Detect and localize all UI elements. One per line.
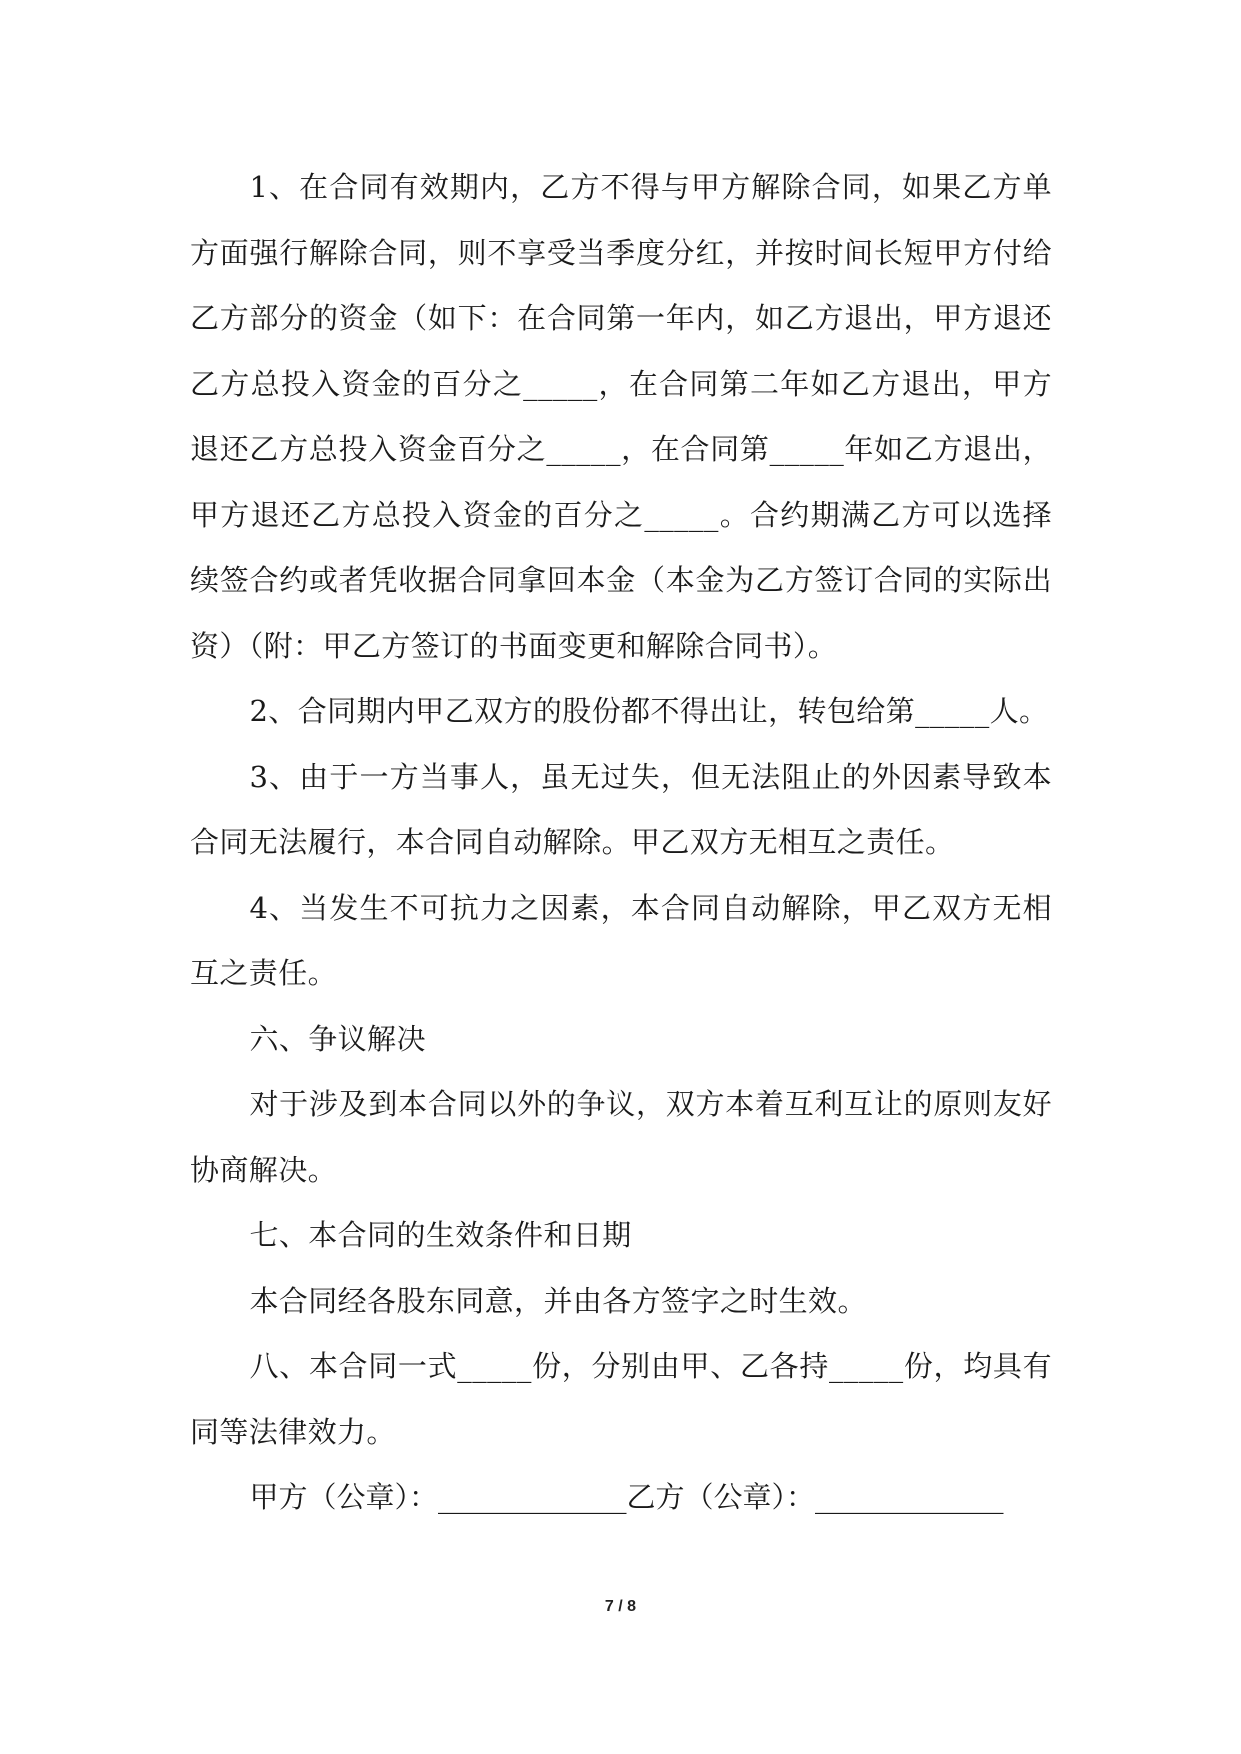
section-8-paragraph: 八、本合同一式_____份，分别由甲、乙各持_____份，均具有同等法律效力。	[190, 1349, 1052, 1449]
section-6-paragraph: 对于涉及到本合同以外的争议，双方本着互利互让的原则友好协商解决。	[190, 1087, 1052, 1187]
clause-1-paragraph: 1、在合同有效期内，乙方不得与甲方解除合同，如果乙方单方面强行解除合同，则不享受当季度分红，并按时间长短甲方付给乙方部分的资金（如下：在合同第一年内，如乙方退出，甲方退还乙方总投入资金的百分之_____，在合同第二年如乙方退出，甲方退还乙方总投入资金百分之_____，在合同第_____年如乙方退出，甲方退还乙方总投入资金的百分之_____。合约期满乙方可以选择续签合约或者凭收据合同拿回本金（本金为乙方签订合同的实际出资）（附：甲乙方签订的书面变更和解除合同书）。	[190, 170, 1052, 663]
signature-line: 甲方（公章）：_____________乙方（公章）：_____________	[249, 1480, 1004, 1514]
page-number: 7 / 8	[604, 1598, 637, 1615]
clause-2-paragraph: 2、合同期内甲乙双方的股份都不得出让，转包给第_____人。	[249, 694, 1049, 728]
clause-4-paragraph: 4、当发生不可抗力之因素，本合同自动解除，甲乙双方无相互之责任。	[190, 890, 1052, 990]
document-body	[190, 155, 1052, 1531]
section-6-heading: 六、争议解决	[249, 1021, 426, 1056]
section-7-heading: 七、本合同的生效条件和日期	[249, 1218, 632, 1252]
section-7-paragraph: 本合同经各股东同意，并由各方签字之时生效。	[249, 1283, 867, 1318]
clause-3-paragraph: 3、由于一方当事人，虽无过失，但无法阻止的外因素导致本合同无法履行，本合同自动解除。甲乙双方无相互之责任。	[190, 759, 1052, 859]
